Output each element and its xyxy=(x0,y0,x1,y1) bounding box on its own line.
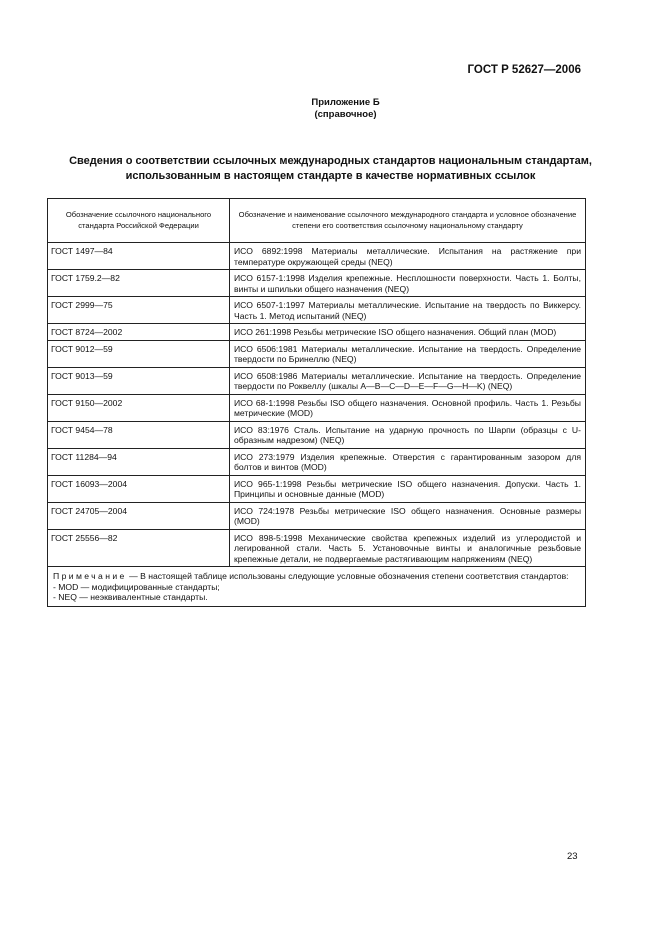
section-title-line-2: использованным в настоящем стандарте в качестве нормативных ссылок xyxy=(125,170,536,182)
table-row xyxy=(48,394,586,421)
international-standard-cell: ИСО 898-5:1998 Механические свойства крепежных изделий из углеродистой и легированной стали. Часть 5. Установочные винты и аналогичные резьбовые крепежные детали, не подвергаемые растягивающим напряжениям (NEQ) xyxy=(230,529,586,567)
international-standard-cell: ИСО 6507-1:1997 Материалы металлические. Испытание на твердость по Виккерсу. Часть 1. Метод испытаний (NEQ) xyxy=(230,297,586,324)
table-note xyxy=(48,567,586,607)
table-row xyxy=(48,502,586,529)
national-standard-cell: ГОСТ 25556—82 xyxy=(48,529,230,567)
national-standard-cell: ГОСТ 1759.2—82 xyxy=(48,270,230,297)
appendix-title: Приложение Б xyxy=(311,97,380,108)
note-label: Примечание xyxy=(53,571,127,581)
column-header-international: Обозначение и наименование ссылочного международного стандарта и условное обозначение степени его соответствия ссылочному национальному стандарту xyxy=(230,199,586,243)
table-row xyxy=(48,243,586,270)
document-number: ГОСТ Р 52627—2006 xyxy=(467,64,581,76)
note-text: — В настоящей таблице использованы следующие условные обозначения степени соответствия стандартов: xyxy=(126,571,569,581)
international-standard-cell: ИСО 6892:1998 Материалы металлические. Испытания на растяжение при температуре окружающей среды (NEQ) xyxy=(230,243,586,270)
table-row xyxy=(48,367,586,394)
table-row xyxy=(48,529,586,567)
table-row xyxy=(48,297,586,324)
international-standard-cell: ИСО 6508:1986 Материалы металлические. Испытание на твердость. Определение твердости по Роквеллу (шкалы A—B—C—D—E—F—G—H—K) (NEQ) xyxy=(230,367,586,394)
appendix-heading xyxy=(0,97,661,121)
national-standard-cell: ГОСТ 1497—84 xyxy=(48,243,230,270)
international-standard-cell: ИСО 68-1:1998 Резьбы ISO общего назначения. Основной профиль. Часть 1. Резьбы метрические (MOD) xyxy=(230,394,586,421)
table-row xyxy=(48,475,586,502)
national-standard-cell: ГОСТ 9150—2002 xyxy=(48,394,230,421)
table-row xyxy=(48,340,586,367)
national-standard-cell: ГОСТ 2999—75 xyxy=(48,297,230,324)
national-standard-cell: ГОСТ 9454—78 xyxy=(48,421,230,448)
note-item-neq: - NEQ — неэквивалентные стандарты. xyxy=(53,592,208,602)
national-standard-cell: ГОСТ 9012—59 xyxy=(48,340,230,367)
national-standard-cell: ГОСТ 11284—94 xyxy=(48,448,230,475)
international-standard-cell: ИСО 83:1976 Сталь. Испытание на ударную прочность по Шарпи (образцы с U-образным надрезом) (NEQ) xyxy=(230,421,586,448)
table-header-row xyxy=(48,199,586,243)
international-standard-cell: ИСО 965-1:1998 Резьбы метрические ISO общего назначения. Допуски. Часть 1. Принципы и основные данные (MOD) xyxy=(230,475,586,502)
column-header-national: Обозначение ссылочного национального стандарта Российской Федерации xyxy=(48,199,230,243)
international-standard-cell: ИСО 273:1979 Изделия крепежные. Отверстия с гарантированным зазором для болтов и винтов (MOD) xyxy=(230,448,586,475)
table-row xyxy=(48,270,586,297)
table-row xyxy=(48,421,586,448)
table-body xyxy=(48,243,586,567)
international-standard-cell: ИСО 724:1978 Резьбы метрические ISO общего назначения. Основные размеры (MOD) xyxy=(230,502,586,529)
table-row xyxy=(48,324,586,341)
table-row xyxy=(48,448,586,475)
table-note-row xyxy=(48,567,586,607)
note-item-mod: - MOD — модифицированные стандарты; xyxy=(53,581,220,592)
national-standard-cell: ГОСТ 16093—2004 xyxy=(48,475,230,502)
international-standard-cell: ИСО 261:1998 Резьбы метрические ISO общего назначения. Общий план (MOD) xyxy=(230,324,586,341)
international-standard-cell: ИСО 6157-1:1998 Изделия крепежные. Несплошности поверхности. Часть 1. Болты, винты и шпильки общего назначения (NEQ) xyxy=(230,270,586,297)
international-standard-cell: ИСО 6506:1981 Материалы металлические. Испытание на твердость. Определение твердости по Бринеллю (NEQ) xyxy=(230,340,586,367)
section-title xyxy=(40,154,621,184)
section-title-line-1: Сведения о соответствии ссылочных международных стандартов национальным стандартам, xyxy=(69,155,592,167)
national-standard-cell: ГОСТ 9013—59 xyxy=(48,367,230,394)
page-number: 23 xyxy=(567,851,578,862)
national-standard-cell: ГОСТ 8724—2002 xyxy=(48,324,230,341)
national-standard-cell: ГОСТ 24705—2004 xyxy=(48,502,230,529)
appendix-subtitle: (справочное) xyxy=(314,109,377,120)
standards-correspondence-table xyxy=(47,198,586,607)
